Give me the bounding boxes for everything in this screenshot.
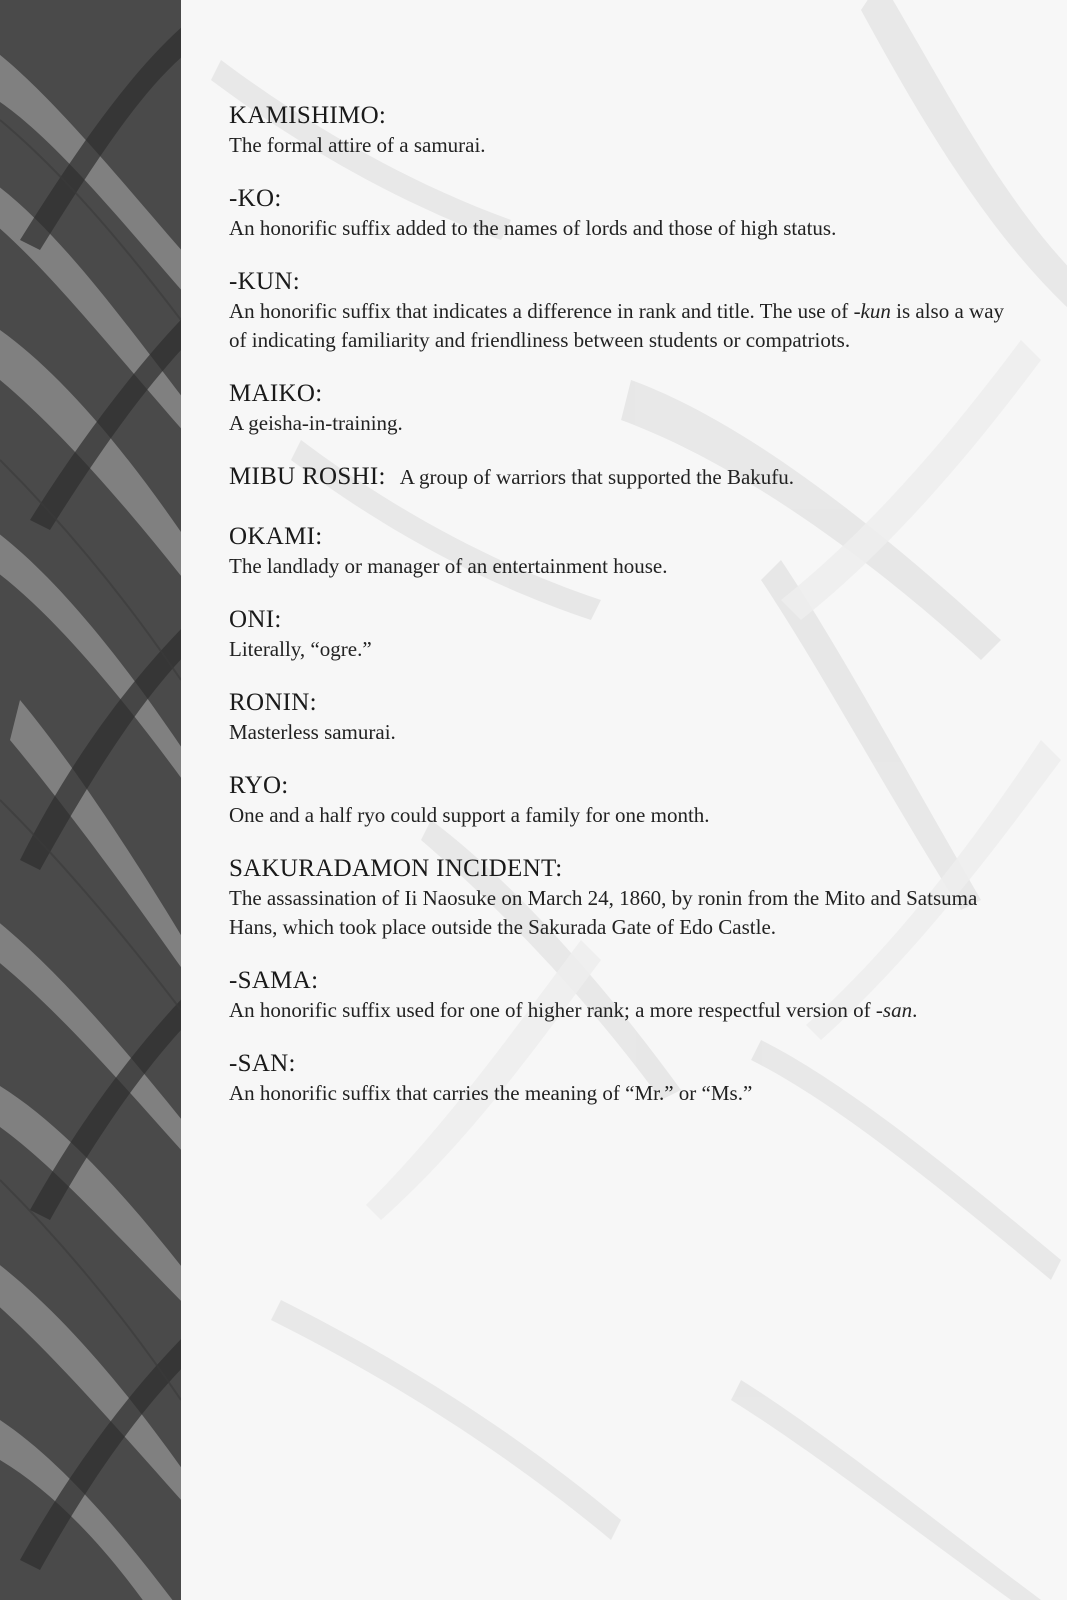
glossary-definition: The assassination of Ii Naosuke on March 24, 1860, by ronin from the Mito and Satsuma Hans, which took place outside the Sakurada Gate of Edo Castle. <box>229 886 978 939</box>
definition-text: is also a way of indicating familiarity and friendliness between students or compatriots. <box>229 299 1005 352</box>
glossary-entry <box>229 965 1009 1025</box>
glossary-term: RONIN: <box>229 689 317 716</box>
glossary-definition: One and a half ryo could support a family for one month. <box>229 803 710 827</box>
glossary-definition: Literally, “ogre.” <box>229 637 372 661</box>
glossary-term: RYO: <box>229 772 289 799</box>
glossary-definition: The landlady or manager of an entertainment house. <box>229 554 668 578</box>
glossary-term: ONI: <box>229 606 282 633</box>
glossary-entry <box>229 1048 1009 1108</box>
glossary-term: -SAN: <box>229 1050 296 1077</box>
definition-text: An honorific suffix that indicates a difference in rank and title. The use of <box>229 299 854 323</box>
glossary-definition: A group of warriors that supported the Bakufu. <box>399 465 795 489</box>
glossary-entry <box>229 378 1009 438</box>
decorative-leaf-sidebar <box>0 0 181 1600</box>
glossary-definition: An honorific suffix added to the names of lords and those of high status. <box>229 216 837 240</box>
glossary-list <box>229 100 1009 1131</box>
glossary-definition: The formal attire of a samurai. <box>229 133 486 157</box>
glossary-entry <box>229 770 1009 830</box>
glossary-term: KAMISHIMO: <box>229 102 387 129</box>
glossary-term: SAKURADAMON INCIDENT: <box>229 855 563 882</box>
leaf-pattern-dark <box>0 0 181 1600</box>
glossary-entry <box>229 100 1009 160</box>
glossary-definition <box>229 297 1009 355</box>
glossary-entry <box>229 687 1009 747</box>
glossary-definition: A geisha-in-training. <box>229 411 403 435</box>
glossary-entry <box>229 183 1009 243</box>
glossary-entry <box>229 604 1009 664</box>
glossary-definition: An honorific suffix that carries the meaning of “Mr.” or “Ms.” <box>229 1081 753 1105</box>
glossary-term: MAIKO: <box>229 380 323 407</box>
glossary-term: -KO: <box>229 185 282 212</box>
glossary-term: OKAMI: <box>229 523 323 550</box>
glossary-definition: Masterless samurai. <box>229 720 396 744</box>
glossary-entry <box>229 266 1009 355</box>
glossary-term: MIBU ROSHI: <box>229 463 386 490</box>
definition-italic-text: -kun <box>853 299 891 323</box>
glossary-term: -KUN: <box>229 268 300 295</box>
glossary-term: -SAMA: <box>229 967 319 994</box>
glossary-entry <box>229 521 1009 581</box>
glossary-entry <box>229 853 1009 942</box>
glossary-entry <box>229 461 1009 495</box>
definition-text: . <box>912 998 918 1022</box>
definition-text: An honorific suffix used for one of higher rank; a more respectful version of <box>229 998 876 1022</box>
definition-italic-text: -san <box>875 998 913 1022</box>
glossary-definition <box>229 996 1009 1025</box>
